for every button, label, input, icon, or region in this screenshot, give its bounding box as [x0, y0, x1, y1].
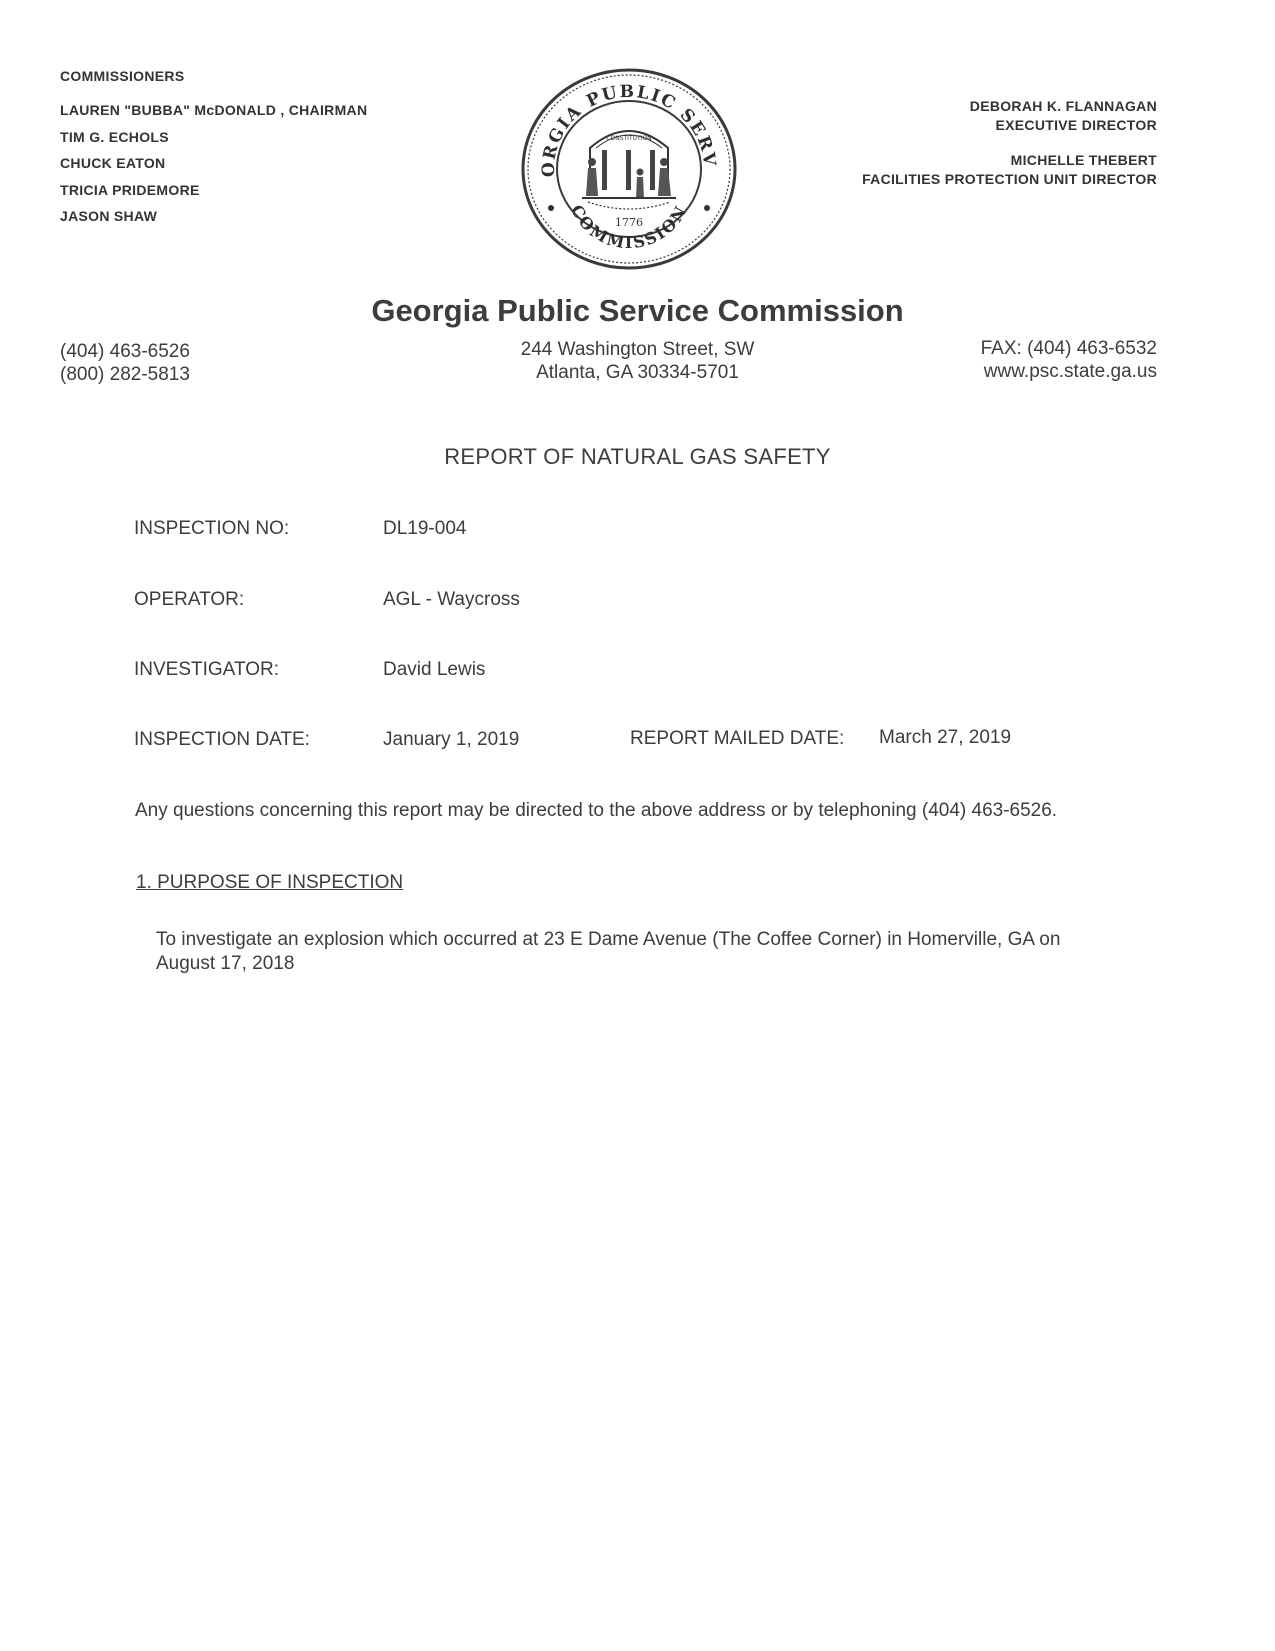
svg-text:CONSTITUTION: CONSTITUTION [606, 135, 652, 142]
facilities-director-title: FACILITIES PROTECTION UNIT DIRECTOR [862, 171, 1157, 187]
operator-value: AGL - Waycross [383, 589, 520, 610]
svg-text:COMMISSION: COMMISSION [567, 201, 692, 253]
inspection-no-value: DL19-004 [383, 518, 467, 539]
commission-seal [518, 66, 740, 272]
commissioners-heading: COMMISSIONERS [60, 68, 185, 84]
operator-label: OPERATOR: [134, 589, 245, 610]
inspection-date-value: January 1, 2019 [383, 729, 520, 750]
fax-number: FAX: (404) 463-6532 [980, 338, 1157, 359]
website-url: www.psc.state.ga.us [983, 361, 1157, 382]
executive-director-title: EXECUTIVE DIRECTOR [995, 117, 1157, 133]
report-title: REPORT OF NATURAL GAS SAFETY [444, 444, 831, 469]
svg-text:1776: 1776 [615, 216, 643, 229]
commissioner-name: CHUCK EATON [60, 155, 166, 171]
commissioners-list [60, 101, 367, 234]
organization-name: Georgia Public Service Commission [371, 293, 904, 328]
section-body: To investigate an explosion which occurred at 23 E Dame Avenue (The Coffee Corner) in Homerville, GA on August 17, 2018 [156, 929, 1061, 974]
phone-number: (404) 463-6526 [60, 341, 190, 362]
commissioner-name: LAUREN "BUBBA" McDONALD , CHAIRMAN [60, 102, 368, 118]
seal-emblem-icon [518, 66, 740, 272]
inspection-no-label: INSPECTION NO: [134, 518, 290, 539]
section-heading: 1. PURPOSE OF INSPECTION [136, 872, 404, 893]
street-address: 244 Washington Street, SW [520, 339, 755, 360]
commissioner-name: TRICIA PRIDEMORE [60, 181, 200, 198]
report-mailed-date-label: REPORT MAILED DATE: [630, 728, 845, 749]
inspection-date-label: INSPECTION DATE: [134, 729, 310, 750]
investigator-label: INVESTIGATOR: [134, 659, 279, 680]
investigator-value: David Lewis [383, 659, 486, 680]
commissioner-name: TIM G. ECHOLS [60, 128, 169, 145]
executive-director-block [970, 97, 1157, 135]
contact-notice: Any questions concerning this report may be directed to the above address or by telephoning (404) 463-6526. [135, 800, 1058, 821]
executive-director-name: DEBORAH K. FLANNAGAN [969, 98, 1157, 114]
report-mailed-date-value: March 27, 2019 [879, 727, 1012, 748]
fax-web-block [981, 337, 1157, 383]
facilities-director-block [862, 151, 1157, 189]
toll-free-number: (800) 282-5813 [60, 364, 190, 385]
svg-text:GEORGIA PUBLIC SERVICE: ORGIA PUBLIC SERV [538, 81, 720, 178]
commissioner-name: JASON SHAW [60, 208, 158, 224]
city-address: Atlanta, GA 30334-5701 [536, 362, 739, 383]
facilities-director-name: MICHELLE THEBERT [1010, 152, 1157, 168]
